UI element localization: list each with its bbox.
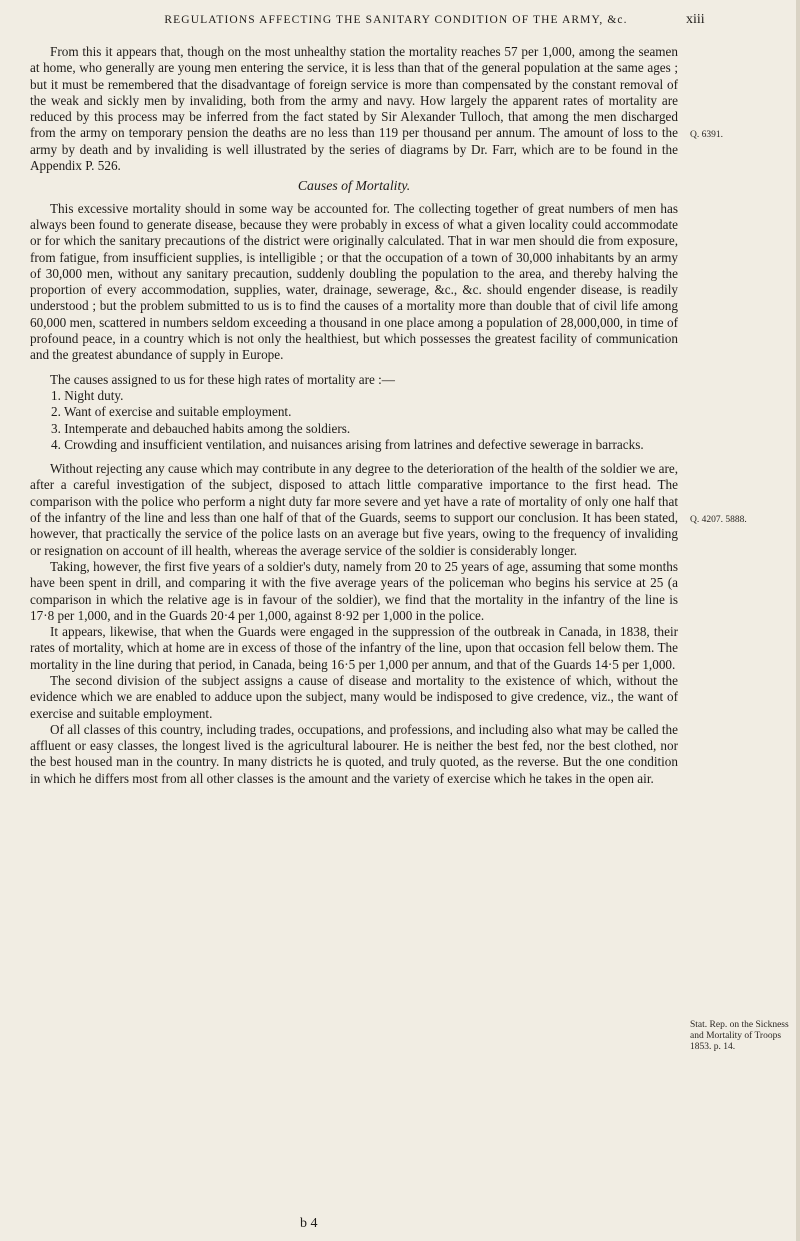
signature-mark: b 4 <box>300 1216 318 1231</box>
paragraph-2: This excessive mortality should in some way be accounted for. The collecting together of great numbers of men has always been found to generate disease, because they were probably in excess of what a given locality could accommodate or for which the sanitary precautions of the district were originally calculated. That in war men should die from exposure, from fatigue, from insufficient supplies, is intelligible ; or that the occupation of a town of 30,000 inhabitants by an army of 30,000 men, without any sanitary precaution, suddenly doubling the population to the area, and thereby halving the proportion of every accommodation, supplies, water, drainage, sewerage, &c., &c. should engender disease, is readily understood ; but the problem submitted to us is to find the causes of a mortality more than double that of civil life among 60,000 men, scattered in numbers seldom exceeding a thousand in one place among a population of 28,000,000, in time of profound peace, in a country which is not only the healthiest, but which possesses the greatest facility of communication and the greatest abundance of supply in Europe. <box>30 200 678 363</box>
page-number: xiii <box>686 12 705 27</box>
margin-note: Stat. Rep. on the Sickness and Mortality of Troops 1853. p. 14. <box>690 1020 789 1052</box>
paragraph-3: The causes assigned to us for these high rates of mortality are :— <box>50 371 395 387</box>
list-item: 1. Night duty. <box>51 387 124 403</box>
running-header: REGULATIONS AFFECTING THE SANITARY CONDITION OF THE ARMY, &c. <box>164 14 628 26</box>
paragraph-5: Taking, however, the first five years of a soldier's duty, namely from 20 to 25 years of age, assuming that some months have been spent in drill, and comparing it with the five average years of the policeman who begins his service at 25 (a comparison in which the relative age is in favour of the soldier), we find that the mortality in the infantry of the line is 17·8 per 1,000, and in the Guards 20·4 per 1,000, against 8·92 per 1,000 in the police. <box>30 558 678 623</box>
body-text <box>30 44 678 787</box>
list-item: 4. Crowding and insufficient ventilation, and nuisances arising from latrines and defective sewerage in barracks. <box>51 436 644 452</box>
causes-list <box>30 388 678 453</box>
margin-note: Q. 4207. 5888. <box>690 515 747 525</box>
paragraph-6: It appears, likewise, that when the Guards were engaged in the suppression of the outbreak in Canada, in 1838, their rates of mortality, which at home are in excess of those of the infantry of the line, upon that occasion fell below them. The mortality in the line during that period, in Canada, being 16·5 per 1,000 per annum, and that of the Guards 14·5 per 1,000. <box>30 624 678 672</box>
paragraph-8: Of all classes of this country, including trades, occupations, and professions, and including also what may be called the affluent or easy classes, the longest lived is the agricultural labourer. He is neither the best fed, nor the best clothed, nor the best housed man in the country. In many districts he is quoted, and truly quoted, as the reverse. But the one condition in which he differs most from all other classes is the amount and the variety of exercise which he takes in the open air. <box>30 721 678 786</box>
margin-note: Q. 6391. <box>690 130 723 140</box>
list-item: 2. Want of exercise and suitable employment. <box>51 404 292 420</box>
page-edge <box>796 0 800 1241</box>
list-item: 3. Intemperate and debauched habits among the soldiers. <box>51 420 351 436</box>
paragraph-7: The second division of the subject assigns a cause of disease and mortality to the existence of which, without the evidence which we are enabled to adduce upon the subject, many would be indisposed to give credence, viz., the want of exercise and suitable employment. <box>30 672 678 721</box>
section-heading: Causes of Mortality. <box>297 178 411 194</box>
paragraph-4: Without rejecting any cause which may contribute in any degree to the deterioration of the health of the soldier we are, after a careful investigation of the subject, disposed to attach little comparative importance to the first head. The comparison with the police who perform a night duty far more severe and yet have a rate of mortality of only one half that of the infantry of the line and less than one half of that of the Guards, seems to support our conclusion. It has been stated, however, that practically the service of the police lasts on an average but five years, owing to the frequency of invaliding or resignation on account of ill health, whereas the average service of the soldier is considerably longer. <box>30 461 678 558</box>
paragraph-1: From this it appears that, though on the most unhealthy station the mortality reaches 57 per 1,000, among the seamen at home, who generally are young men entering the service, it is less than that of the general population at the same ages ; but it must be remembered that the disadvantage of foreign service is more than compensated by the constant removal of the weak and sickly men by invaliding, both from the army and navy. How largely the apparent rates of mortality are reduced by this process may be inferred from the fact stated by Sir Alexander Tulloch, that among the men discharged from the army on temporary pension the deaths are no less than 119 per thousand per annum. The amount of loss to the army by death and by invaliding is well illustrated by the series of diagrams by Dr. Farr, which are to be found in the Appendix P. 526. <box>30 44 678 174</box>
